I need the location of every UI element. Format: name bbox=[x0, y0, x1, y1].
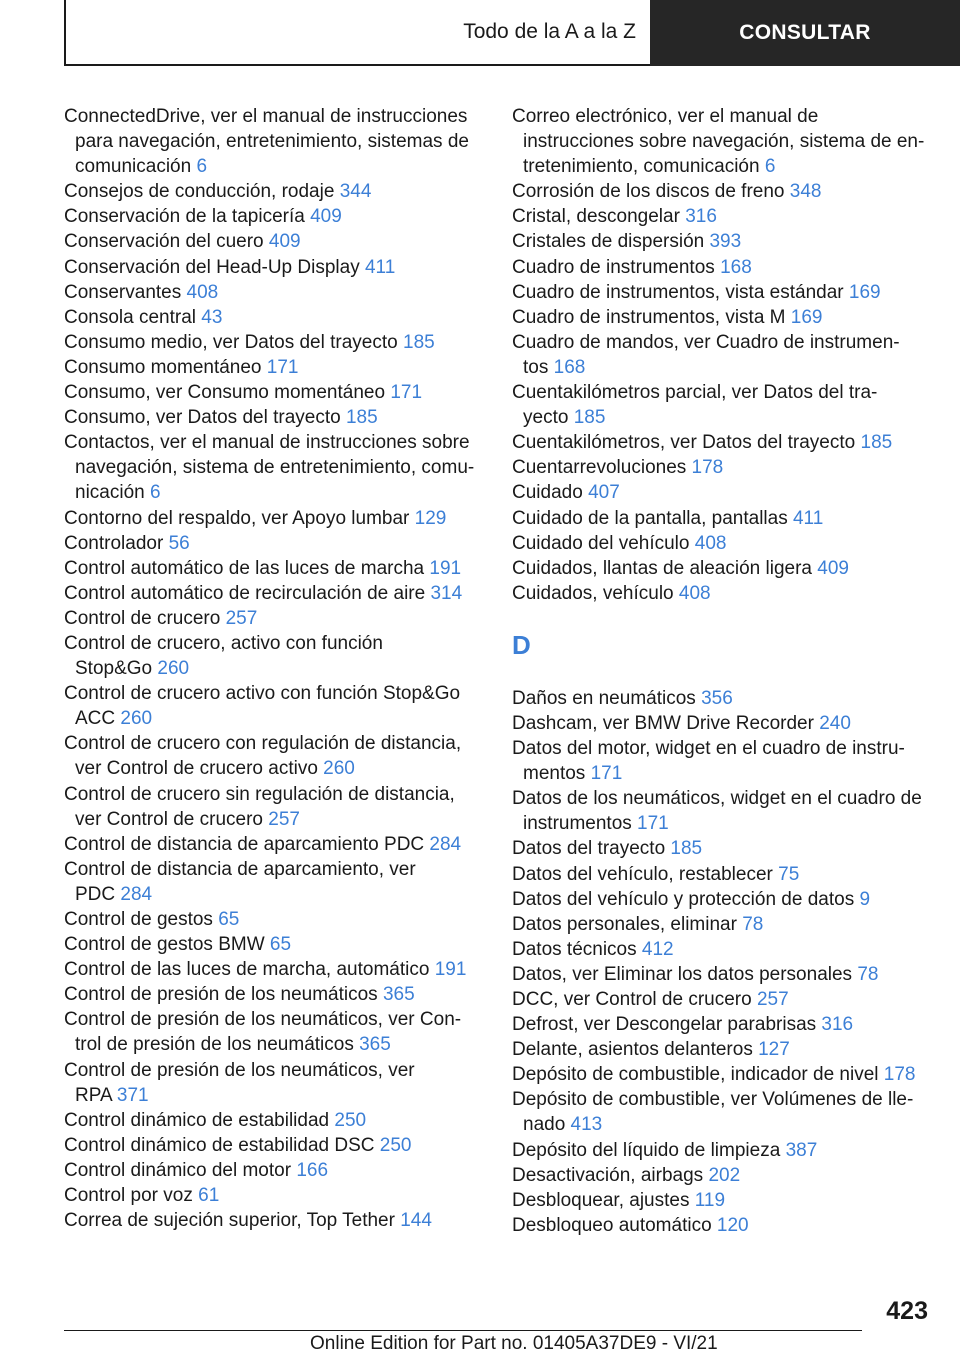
page-reference-link[interactable]: 119 bbox=[694, 1189, 726, 1211]
page-reference-link[interactable]: 348 bbox=[789, 181, 822, 203]
index-entry-line bbox=[64, 129, 484, 154]
index-entry-line bbox=[512, 1037, 932, 1062]
index-entry-text: Contorno del respaldo, ver Apoyo lumbar bbox=[64, 507, 415, 529]
index-entry-line bbox=[512, 104, 932, 129]
index-entry-text: Dashcam, ver BMW Drive Recorder bbox=[512, 712, 820, 734]
header-left-rule bbox=[64, 0, 66, 66]
index-entry-line bbox=[64, 405, 484, 430]
page-reference-link[interactable]: 166 bbox=[296, 1159, 329, 1181]
page-reference-link[interactable]: 257 bbox=[268, 808, 300, 830]
index-list-d bbox=[512, 686, 932, 1238]
index-entry-line bbox=[64, 1133, 484, 1158]
index-entry-text: Datos del trayecto bbox=[512, 838, 671, 860]
index-entry-line bbox=[64, 857, 484, 882]
page-reference-link[interactable]: 168 bbox=[720, 256, 752, 278]
index-entry-line bbox=[512, 1188, 932, 1213]
index-entry-line bbox=[64, 581, 484, 606]
index-entry-text: RPA bbox=[75, 1084, 117, 1106]
page-reference-link[interactable]: 185 bbox=[670, 838, 703, 860]
index-entry-line bbox=[512, 455, 932, 480]
index-entry-line bbox=[512, 506, 932, 531]
index-entry-line bbox=[512, 1012, 932, 1037]
index-entry-line bbox=[512, 581, 932, 606]
index-entry-line bbox=[512, 761, 932, 786]
index-entry-line bbox=[64, 1158, 484, 1183]
page-reference-link[interactable]: 185 bbox=[860, 432, 893, 454]
index-entry-text: Depósito de combustible, indicador de nivel bbox=[512, 1064, 884, 1086]
index-entry-line bbox=[64, 255, 484, 280]
page-reference-link[interactable]: 191 bbox=[434, 959, 467, 981]
index-entry-line bbox=[64, 229, 484, 254]
page-reference-link[interactable]: 144 bbox=[400, 1210, 432, 1232]
page-reference-link[interactable]: 169 bbox=[790, 306, 823, 328]
page-reference-link[interactable]: 6 bbox=[150, 482, 161, 504]
page-reference-link[interactable]: 250 bbox=[379, 1134, 412, 1156]
page-reference-link[interactable]: 409 bbox=[268, 231, 301, 253]
index-entry-line bbox=[512, 987, 932, 1012]
index-entry-text: Desactivación, airbags bbox=[512, 1164, 709, 1186]
page-reference-link[interactable]: 408 bbox=[694, 532, 727, 554]
index-entry-line bbox=[512, 255, 932, 280]
page-reference-link[interactable]: 185 bbox=[403, 331, 435, 353]
index-entry-text: Daños en neumáticos bbox=[512, 687, 702, 709]
index-entry-line bbox=[512, 355, 932, 380]
index-entry-line bbox=[512, 405, 932, 430]
index-entry-text: tos bbox=[523, 356, 554, 378]
page-reference-link[interactable]: 284 bbox=[429, 833, 462, 855]
page-reference-link[interactable]: 344 bbox=[339, 181, 372, 203]
page-reference-link[interactable]: 65 bbox=[269, 934, 292, 956]
index-entry-text: Correo electrónico, ver el manual de bbox=[512, 106, 819, 127]
index-entry-text: Cuadro de instrumentos, vista estándar bbox=[512, 281, 849, 303]
page-reference-link[interactable]: 61 bbox=[198, 1185, 220, 1207]
index-entry-text: comunicación bbox=[75, 156, 197, 178]
page-reference-link[interactable]: 178 bbox=[691, 457, 724, 479]
index-entry-line bbox=[512, 229, 932, 254]
index-entry-line bbox=[64, 1208, 484, 1233]
index-entry-text: Cuidado bbox=[512, 482, 589, 504]
page-number: 423 bbox=[886, 1297, 928, 1325]
index-entry-text: Control de crucero sin regulación de distancia, bbox=[64, 783, 455, 805]
index-entry-text: Desbloqueo automático bbox=[512, 1214, 717, 1236]
index-entry-text: Consumo medio, ver Datos del trayecto bbox=[64, 331, 403, 353]
index-entry-line bbox=[64, 731, 484, 756]
index-entry-text: Cuentarrevoluciones bbox=[512, 457, 692, 479]
page-reference-link[interactable]: 393 bbox=[709, 231, 742, 253]
index-entry-text: Controlador bbox=[64, 532, 169, 554]
index-entry-line bbox=[512, 1163, 932, 1188]
index-entry-text: Conservantes bbox=[64, 281, 187, 303]
index-entry-line bbox=[64, 706, 484, 731]
index-entry-line bbox=[64, 1183, 484, 1208]
section-title: Todo de la A a la Z bbox=[463, 20, 636, 43]
index-entry-line bbox=[64, 330, 484, 355]
index-entry-text: Corrosión de los discos de freno bbox=[512, 181, 790, 203]
index-entry-text: Control de presión de los neumáticos, ver bbox=[64, 1059, 415, 1081]
index-entry-line bbox=[512, 129, 932, 154]
index-entry-text: Control de crucero activo con función Stop&Go bbox=[64, 683, 461, 705]
index-entry-line bbox=[512, 786, 932, 811]
index-entry-line bbox=[512, 179, 932, 204]
page-reference-link[interactable]: 185 bbox=[573, 407, 606, 429]
index-entry-line bbox=[512, 912, 932, 937]
index-list-c bbox=[512, 104, 932, 606]
page-reference-link[interactable]: 191 bbox=[429, 557, 462, 579]
index-entry-text: Conservación del Head-Up Display bbox=[64, 256, 365, 278]
page-header bbox=[0, 0, 960, 66]
index-entry-text: Depósito de combustible, ver Volúmenes de lle- bbox=[512, 1089, 914, 1111]
index-entry-text: Consejos de conducción, rodaje bbox=[64, 181, 340, 203]
index-entry-text: Consola central bbox=[64, 306, 202, 328]
page-reference-link[interactable]: 260 bbox=[323, 758, 355, 780]
index-entry-line bbox=[64, 982, 484, 1007]
page-reference-link[interactable]: 316 bbox=[821, 1014, 854, 1036]
index-entry-line bbox=[64, 355, 484, 380]
page-reference-link[interactable]: 78 bbox=[857, 963, 879, 985]
index-entry-text: Consumo momentáneo bbox=[64, 356, 267, 378]
index-entry-line bbox=[512, 330, 932, 355]
index-entry-line bbox=[64, 1058, 484, 1083]
footer-edition-text: Online Edition for Part no. 01405A37DE9 - VI/21 bbox=[310, 1333, 718, 1354]
index-entry-text: Datos del vehículo, restablecer bbox=[512, 863, 779, 885]
index-entry-text: Stop&Go bbox=[75, 658, 158, 680]
index-entry-text: instrucciones sobre navegación, sistema de en- bbox=[523, 131, 925, 153]
index-column-left bbox=[64, 104, 484, 1233]
page-reference-link[interactable]: 365 bbox=[382, 984, 415, 1006]
index-entry-line bbox=[64, 455, 484, 480]
index-entry-line bbox=[512, 862, 932, 887]
index-entry-text: instrumentos bbox=[523, 813, 638, 835]
index-entry-text: trol de presión de los neumáticos bbox=[75, 1034, 360, 1056]
index-entry-text: Depósito del líquido de limpieza bbox=[512, 1139, 786, 1161]
index-entry-line bbox=[512, 836, 932, 861]
index-entry-line bbox=[64, 932, 484, 957]
index-entry-text: Datos del motor, widget en el cuadro de instru- bbox=[512, 738, 905, 760]
index-entry-line bbox=[64, 1108, 484, 1133]
page-reference-link[interactable]: 411 bbox=[792, 507, 824, 529]
index-entry-text: Cuadro de instrumentos bbox=[512, 256, 721, 278]
index-entry-line bbox=[64, 882, 484, 907]
page-reference-link[interactable]: 9 bbox=[859, 888, 871, 910]
index-entry-text: ConnectedDrive, ver el manual de instrucciones bbox=[64, 106, 468, 127]
page-reference-link[interactable]: 371 bbox=[116, 1084, 149, 1106]
index-entry-text: nicación bbox=[75, 482, 150, 504]
index-entry-line bbox=[64, 1083, 484, 1108]
page-reference-link[interactable]: 185 bbox=[345, 407, 378, 429]
index-entry-line bbox=[64, 104, 484, 129]
index-entry-text: Control de crucero, activo con función bbox=[64, 632, 383, 654]
page-reference-link[interactable]: 171 bbox=[266, 356, 299, 378]
index-entry-line bbox=[512, 531, 932, 556]
page-reference-link[interactable]: 6 bbox=[196, 156, 208, 178]
index-entry-line bbox=[64, 782, 484, 807]
index-entry-text: Consumo, ver Consumo momentáneo bbox=[64, 382, 391, 404]
index-entry-line bbox=[64, 907, 484, 932]
index-entry-text: Conservación de la tapicería bbox=[64, 206, 311, 228]
index-entry-text: DCC, ver Control de crucero bbox=[512, 989, 757, 1010]
index-entry-line bbox=[64, 957, 484, 982]
index-entry-text: Control de distancia de aparcamiento, ver bbox=[64, 858, 416, 880]
index-entry-text: Datos personales, eliminar bbox=[512, 913, 743, 935]
page-reference-link[interactable]: 316 bbox=[685, 206, 717, 228]
index-entry-text: para navegación, entretenimiento, sistemas de bbox=[75, 131, 469, 153]
page-reference-link[interactable]: 171 bbox=[390, 382, 423, 404]
index-entry-text: Control de presión de los neumáticos bbox=[64, 984, 383, 1006]
page-reference-link[interactable]: 284 bbox=[120, 883, 153, 905]
index-entry-text: Control dinámico de estabilidad DSC bbox=[64, 1134, 380, 1156]
index-entry-text: Contactos, ver el manual de instrucciones sobre bbox=[64, 432, 470, 454]
index-entry-line bbox=[512, 1062, 932, 1087]
index-entry-text: Control de distancia de aparcamiento PDC bbox=[64, 833, 430, 855]
index-entry-line bbox=[64, 1007, 484, 1032]
index-entry-line bbox=[512, 280, 932, 305]
page-reference-link[interactable]: 260 bbox=[120, 708, 153, 730]
index-entry-text: Control de presión de los neumáticos, ver Con- bbox=[64, 1009, 462, 1031]
index-entry-line bbox=[64, 606, 484, 631]
page-reference-link[interactable]: 365 bbox=[359, 1034, 391, 1056]
index-entry-text: yecto bbox=[523, 407, 574, 429]
index-entry-text: Control de gestos bbox=[64, 909, 219, 930]
index-entry-line bbox=[512, 711, 932, 736]
page-reference-link[interactable]: 56 bbox=[168, 532, 190, 554]
page-reference-link[interactable]: 413 bbox=[570, 1114, 603, 1136]
index-entry-line bbox=[64, 280, 484, 305]
index-entry-text: Datos de los neumáticos, widget en el cuadro de bbox=[512, 788, 922, 810]
index-entry-text: Datos del vehículo y protección de datos bbox=[512, 888, 860, 910]
index-entry-text: Cristales de dispersión bbox=[512, 231, 710, 253]
page-reference-link[interactable]: 129 bbox=[414, 507, 447, 529]
index-entry-line bbox=[64, 305, 484, 330]
page-reference-link[interactable]: 408 bbox=[678, 582, 711, 604]
page-reference-link[interactable]: 171 bbox=[590, 763, 623, 785]
index-entry-text: Control por voz bbox=[64, 1185, 199, 1207]
index-entry-text: Conservación del cuero bbox=[64, 231, 269, 253]
index-entry-text: Defrost, ver Descongelar parabrisas bbox=[512, 1014, 822, 1036]
index-entry-line bbox=[512, 686, 932, 711]
index-column-right bbox=[512, 104, 932, 1238]
consult-tab[interactable]: CONSULTAR bbox=[650, 0, 960, 66]
index-entry-line bbox=[512, 1138, 932, 1163]
page-reference-link[interactable]: 409 bbox=[817, 557, 849, 579]
page-reference-link[interactable]: 314 bbox=[430, 582, 463, 604]
index-entry-text: Control dinámico de estabilidad bbox=[64, 1109, 335, 1131]
index-entry-line bbox=[512, 937, 932, 962]
index-entry-line bbox=[512, 887, 932, 912]
index-entry-line bbox=[512, 305, 932, 330]
page-reference-link[interactable]: 75 bbox=[778, 863, 800, 885]
index-entry-line bbox=[512, 962, 932, 987]
page-reference-link[interactable]: 168 bbox=[553, 356, 586, 378]
index-entry-line bbox=[64, 756, 484, 781]
index-entry-line bbox=[64, 430, 484, 455]
header-bottom-rule bbox=[64, 64, 650, 66]
section-letter-heading: D bbox=[512, 629, 531, 660]
page-reference-link[interactable]: 411 bbox=[364, 256, 396, 278]
index-entry-line bbox=[64, 506, 484, 531]
index-entry-text: Cuentakilómetros parcial, ver Datos del tra- bbox=[512, 382, 878, 404]
page-reference-link[interactable]: 171 bbox=[637, 813, 669, 835]
index-entry-line bbox=[64, 204, 484, 229]
index-entry-line bbox=[64, 531, 484, 556]
page-reference-link[interactable]: 257 bbox=[756, 989, 789, 1010]
index-entry-line bbox=[512, 1087, 932, 1112]
index-list-left bbox=[64, 104, 484, 1233]
page-reference-link[interactable]: 127 bbox=[758, 1039, 790, 1061]
index-entry-text: Datos, ver Eliminar los datos personales bbox=[512, 963, 858, 985]
page-reference-link[interactable]: 412 bbox=[641, 938, 674, 960]
page-reference-link[interactable]: 407 bbox=[588, 482, 620, 504]
index-entry-text: navegación, sistema de entretenimiento, comu- bbox=[75, 457, 475, 479]
page-reference-link[interactable]: 240 bbox=[819, 712, 851, 734]
index-entry-text: PDC bbox=[75, 883, 121, 905]
index-entry-text: ACC bbox=[75, 708, 121, 730]
index-entry-text: Datos técnicos bbox=[512, 938, 642, 960]
index-entry-text: ver Control de crucero activo bbox=[75, 758, 324, 780]
index-entry-text: Control de crucero bbox=[64, 607, 226, 629]
page-reference-link[interactable]: 169 bbox=[848, 281, 881, 303]
index-entry-text: Cuadro de instrumentos, vista M bbox=[512, 306, 791, 328]
index-entry-text: ver Control de crucero bbox=[75, 808, 269, 830]
index-entry-line bbox=[64, 179, 484, 204]
index-entry-text: Correa de sujeción superior, Top Tether bbox=[64, 1210, 401, 1232]
index-entry-text: nado bbox=[523, 1114, 571, 1136]
page-reference-link[interactable]: 250 bbox=[334, 1109, 367, 1131]
index-entry-text: Desbloquear, ajustes bbox=[512, 1189, 695, 1211]
index-entry-line bbox=[512, 1112, 932, 1137]
index-entry-line bbox=[64, 1032, 484, 1057]
index-entry-line bbox=[512, 736, 932, 761]
index-entry-line bbox=[64, 656, 484, 681]
index-entry-line bbox=[64, 154, 484, 179]
page-reference-link[interactable]: 120 bbox=[716, 1214, 749, 1236]
page-reference-link[interactable]: 387 bbox=[785, 1139, 818, 1161]
page-reference-link[interactable]: 78 bbox=[742, 913, 764, 935]
page-reference-link[interactable]: 43 bbox=[201, 306, 223, 328]
index-entry-text: Control de las luces de marcha, automático bbox=[64, 959, 435, 981]
index-entry-text: tretenimiento, comunicación bbox=[523, 156, 765, 178]
index-entry-line bbox=[64, 480, 484, 505]
index-entry-line bbox=[64, 832, 484, 857]
index-entry-text: Cuidado del vehículo bbox=[512, 532, 695, 554]
index-entry-line bbox=[512, 480, 932, 505]
index-entry-text: Consumo, ver Datos del trayecto bbox=[64, 407, 346, 429]
index-entry-text: Cuentakilómetros, ver Datos del trayecto bbox=[512, 432, 861, 454]
page-reference-link[interactable]: 65 bbox=[218, 909, 240, 930]
index-entry-text: Cuidado de la pantalla, pantallas bbox=[512, 507, 793, 529]
index-entry-line bbox=[64, 380, 484, 405]
index-entry-text: Control dinámico del motor bbox=[64, 1159, 297, 1181]
footer-rule bbox=[64, 1330, 862, 1331]
page-reference-link[interactable]: 356 bbox=[701, 687, 733, 709]
page-reference-link[interactable]: 408 bbox=[186, 281, 219, 303]
index-entry-line bbox=[512, 430, 932, 455]
index-entry-text: Cristal, descongelar bbox=[512, 206, 686, 228]
page-reference-link[interactable]: 409 bbox=[310, 206, 342, 228]
page-reference-link[interactable]: 260 bbox=[157, 658, 190, 680]
index-entry-line bbox=[512, 556, 932, 581]
page-reference-link[interactable]: 202 bbox=[708, 1164, 741, 1186]
index-entry-text: Cuidados, llantas de aleación ligera bbox=[512, 557, 818, 579]
index-entry-line bbox=[64, 807, 484, 832]
page-reference-link[interactable]: 6 bbox=[764, 156, 776, 178]
index-entry-line bbox=[512, 811, 932, 836]
index-entry-line bbox=[512, 1213, 932, 1238]
index-entry-line bbox=[512, 380, 932, 405]
index-entry-line bbox=[512, 204, 932, 229]
index-entry-text: Cuadro de mandos, ver Cuadro de instrumen- bbox=[512, 331, 900, 353]
index-entry-text: Cuidados, vehículo bbox=[512, 582, 679, 604]
index-entry-text: Control de crucero con regulación de distancia, bbox=[64, 733, 462, 755]
index-entry-text: Control automático de las luces de marcha bbox=[64, 557, 430, 579]
index-entry-line bbox=[64, 631, 484, 656]
index-entry-line bbox=[64, 681, 484, 706]
page-reference-link[interactable]: 178 bbox=[883, 1064, 916, 1086]
index-entry-line bbox=[64, 556, 484, 581]
index-entry-text: Control de gestos BMW bbox=[64, 934, 270, 956]
index-entry-text: Control automático de recirculación de aire bbox=[64, 582, 431, 604]
page-reference-link[interactable]: 257 bbox=[225, 607, 258, 629]
index-entry-text: mentos bbox=[523, 763, 591, 785]
index-entry-line bbox=[512, 154, 932, 179]
index-entry-text: Delante, asientos delanteros bbox=[512, 1039, 759, 1061]
